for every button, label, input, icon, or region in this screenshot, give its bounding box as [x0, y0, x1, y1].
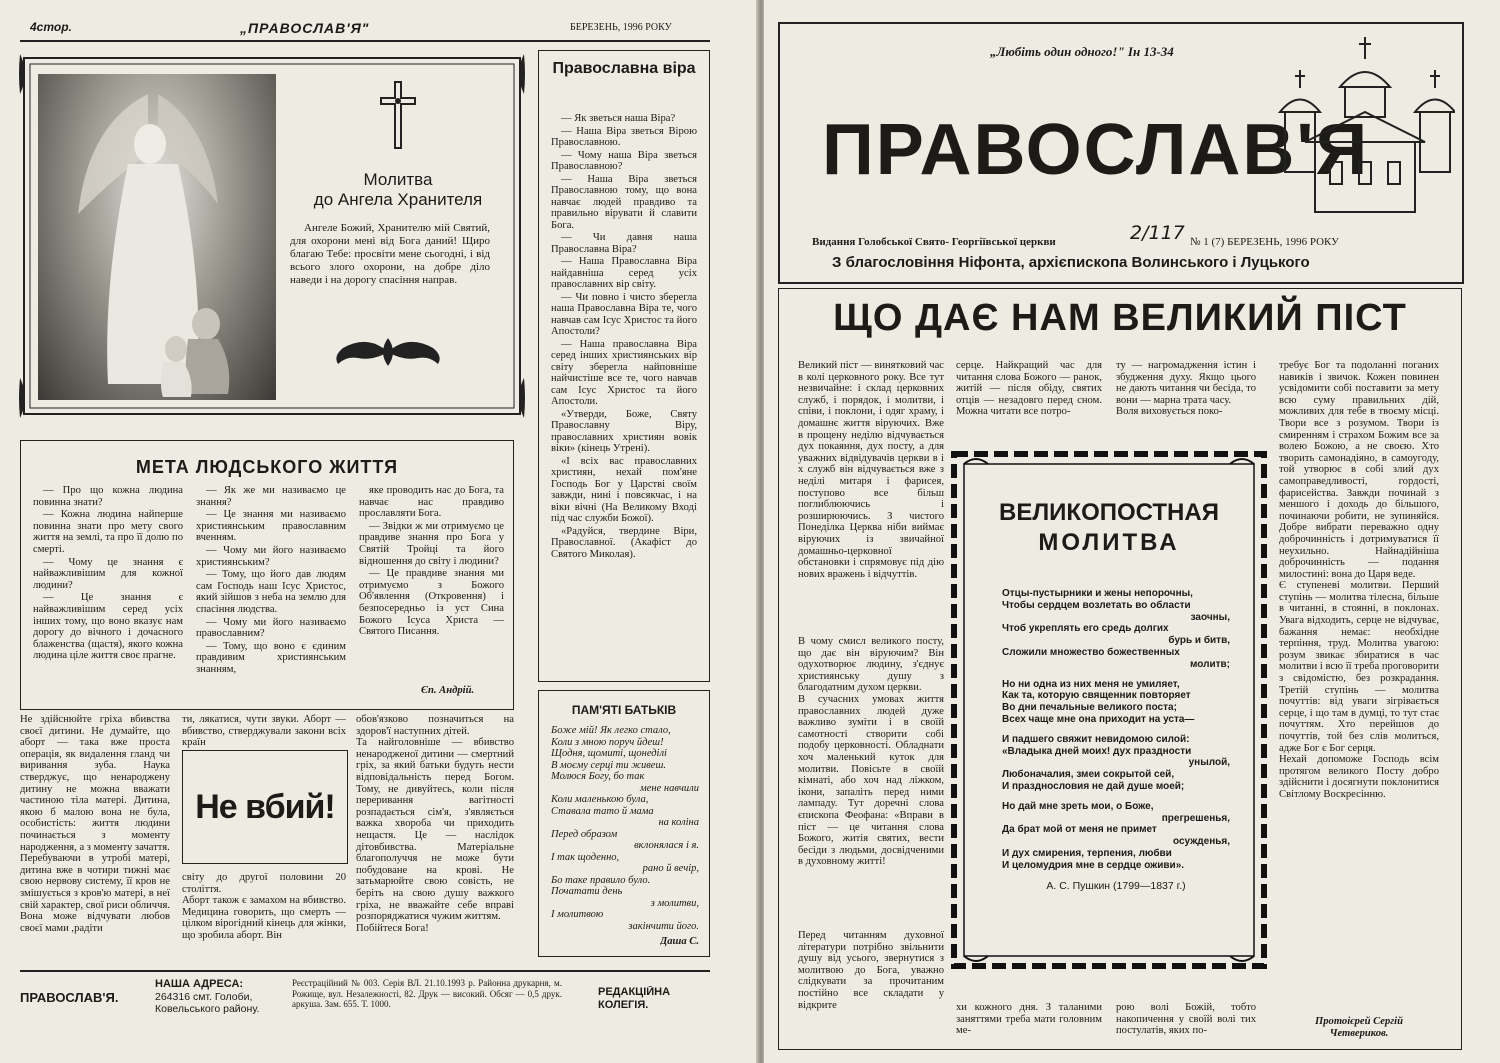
prayer-line: прегрешенья,: [1161, 812, 1230, 824]
angel-prayer-title-line2: до Ангела Хранителя: [313, 190, 483, 209]
lenten-prayer-poem: [1002, 588, 1230, 872]
life-goal-paragraph: — Чому ми його називаємо християнським?: [196, 544, 346, 568]
life-goal-section: [20, 440, 514, 710]
footer-rule: [20, 970, 710, 972]
ne-vbyi-box: [182, 750, 348, 864]
masthead-blessing: З благословіння Ніфонта, архієпископа Волинського і Луцького: [832, 254, 1310, 271]
prayer-line: бурь и битв,: [1168, 635, 1230, 647]
life-goal-title: МЕТА ЛЮДСЬКОГО ЖИТТЯ: [135, 457, 399, 477]
faith-paragraph: — Чи давня наша Православна Віра?: [551, 232, 697, 255]
prayer-line: Как та, которую священник повторяет: [1002, 690, 1191, 702]
lent-col2-bottom: хи кожного дня. З таланими заняттями треба мати головним ме-: [956, 1002, 1102, 1037]
life-goal-col3: [359, 485, 504, 639]
lent-signature-line2: Четвериков.: [1329, 1027, 1389, 1039]
angel-prayer-text: Ангеле Божий, Хранителю мій Святий, для охорони мені від Бога даний! Щиро благаю Тебе: просвіти мене сьогодні, і від всього злого охорони, на добре діло наведи і на дорогу спасіння направ.: [290, 222, 490, 286]
ornament-icon: [328, 332, 448, 372]
prayer-line: молитв;: [1190, 658, 1230, 670]
masthead: [778, 22, 1464, 284]
footer-registration: Реєстраційний № 003. Серія ВЛ. 21.10.1993 р. Районна друкарня, м. Рожище, вул. Незалежності, 82. Друк — високий. Обсяг — 0,5 друк. аркуша. Зам. 655. Т. 1000.: [292, 978, 562, 1009]
faith-paragraph: «Утверди, Боже, Святу Православну Віру, православних християн вовік віки» (кінець Утрені).: [551, 408, 697, 454]
faith-paragraph: — Як зветься наша Віра?: [561, 113, 676, 124]
life-goal-signature: Єп. Андрій.: [421, 685, 475, 696]
cross-icon: [378, 80, 418, 150]
life-goal-paragraph: — Тому, що його дав людям сам Господь наш Ісус Христос, який зійшов з неба на землю для спасіння людства.: [196, 569, 346, 615]
poem-line: мене навчили: [640, 782, 699, 794]
abortion-col2-bottom: світу до другої половини 20 століття. Аборт також є замахом на вбивство. Медицина говорить, що смерть — цілком вірогідний кінець для жінки, що зробила аборт. Він: [182, 872, 346, 941]
lent-col4: требує Бог та подоланні поганих навиків і звичок. Кожен повинен усвідомити собі поставити за мету всю суму правильних дій, можливих для тебе в твоєму місці. Твори все з розумом. Твори із смиренням і страхом Божим все за волею Божою, а не своєю. Хто творить самонадіяно, в самоугоду, той утворює в собі злий дух самоправедливості, гордості, фарисейства. Завжди починай з меншого і доходь до більшого, починаючи робити, не зупиняйся. Добре вибрати переважно одну доброчинність і дотримуватися її неухильно. Найнадійніша доброчинність — подання милостині: вона до Царя веде. Є ступеневі молитви. Перший ступінь — молитва тілесна, більше в читанні, в стоянні, в поклонах. Увага відходить, серце не відчуває, бажання немає: необхідне терпіння, труд. Молитва увагою: розум звикає збиратися в час молитви і всю її треба проговорити з свідомістю, без розкрадання. Третій ступінь — молитва почуттів: від уваги зігрівається серце, і що там в думці, то тут стає почуттям. Хто перейшов до почуттів, той без слів молиться, адже Бог є Бог серця. Нехай допоможе Господь всім протягом великого Посту добро здійснити і досягнути поклонитися Світлому Воскресінню.: [1279, 360, 1439, 800]
life-goal-col2: [196, 485, 346, 677]
orthodox-faith-title: Православна віра: [552, 60, 696, 77]
angel-prayer-section: [18, 50, 526, 422]
life-goal-paragraph: — Тому, що воно є єдиним правдивим християнським знанням,: [196, 640, 346, 675]
prayer-line: [1002, 793, 1230, 801]
prayer-line: [1002, 726, 1230, 734]
footer-paper-name: ПРАВОСЛАВ'Я.: [20, 990, 119, 1005]
angel-prayer-title: [280, 170, 516, 210]
lenten-prayer-box: [946, 446, 1272, 974]
prayer-line: «Владыка дней моих! дух праздности: [1002, 745, 1192, 757]
lent-col2-top: серце. Найкращий час для читання слова Божого — ранок, житій — після обіду, святих отців — незадовго перед сном. Можна читати все потро-: [956, 360, 1102, 418]
prayer-line: Любоначалия, змеи сокрытой сей,: [1002, 769, 1175, 781]
masthead-motto: „Любіть один одного!" Ін 13-34: [990, 44, 1174, 59]
prayer-line: Во дни печальные великого поста;: [1002, 702, 1177, 714]
faith-paragraph: — Наша Віра зветься Православною тому, що вона навчає людей правдиво та правильно вірувати й славити Бога.: [551, 173, 697, 231]
lent-signature: [1284, 1016, 1434, 1039]
footer-address: 264316 смт. Голоби, Ковельського району.: [155, 991, 260, 1015]
poem-line: Початати день: [551, 886, 623, 897]
poem-line: І так щоденно,: [551, 851, 620, 863]
prayer-line: осужденья,: [1172, 836, 1230, 848]
lent-signature-line1: Протоієрей Сергій: [1315, 1016, 1403, 1027]
header-paper-name: „ПРАВОСЛАВ'Я": [240, 20, 370, 36]
faith-paragraph: — Наша православна Віра серед інших християнських вір світу зберегла найповніше найчистіше все те, чого навчав сам Ісус Христос та його Апостоли.: [551, 338, 697, 407]
life-goal-paragraph: — Кожна людина найперше повинна знати про мету свого життя на землі, та про її долю по смерті.: [33, 509, 183, 555]
prayer-line: Да брат мой от меня не примет: [1002, 824, 1157, 836]
prayer-line: Сложили множество божественных: [1002, 646, 1180, 658]
footer-editorial: РЕДАКЦІЙНА КОЛЕГІЯ.: [598, 986, 671, 1011]
faith-paragraph: — Наша Православна Віра найдавніша серед усіх православних вір світу.: [551, 256, 697, 290]
poem-line: Щодня, щомиті, щонеділі: [551, 748, 667, 759]
lent-headline: ЩО ДАЄ НАМ ВЕЛИКИЙ ПІСТ: [833, 297, 1407, 339]
masthead-publisher: Видання Голобської Свято- Георгіївської церкви: [812, 236, 1056, 248]
poem-line: на коліна: [658, 817, 699, 828]
lent-col1-bottom: Перед читанням духовної літератури потрібно звільнити душу від усього, звернутися з молитвою до Бога, уважно слідкувати за прочитаним постійно все складати у відкрите: [798, 930, 944, 1011]
prayer-line: Отцы-пустырники и жены непорочны,: [1002, 588, 1193, 599]
faith-paragraph: «Радуйся, твердине Віри, Православної. (Акафіст до Святого Миколая).: [551, 525, 697, 560]
lent-col1-mid: В чому смисл великого посту, що дає він віруючим? Він одухотворює людину, з'єднує християнську душу з благодатним духом церкви. В сучасних умовах життя православних людей дуже важливо зуміти і в своїй самотності створити собі подобу церковності. Обладнати хоч маленький куток для молитви. Повісьте в своїй кімнаті, або хоч над ліжком, ікони, запаліть перед ними лампаду. Тут доречні слова єпископа Феофана: «Вправи в піст — це читання слова Божого, житія святих, вести бесіди з людьми, досвідченими в духовному житті!: [798, 636, 944, 868]
page-number: 4стор.: [30, 20, 72, 34]
church-icon: [1275, 32, 1455, 222]
abortion-col3: обов'язково позначиться на здоров'ї наступних дітей. Та найголовніше — вбивство ненародженої дитини — смертний гріх, за який батьки будуть нести відповідальність перед Богом. Тому, не дивуйтесь, коли після переривання вагітності розпадається сім'я, з'являється важка хвороба чи приходить нещастя. Це — наслідок дітовбивства. Матеріальне благополуччя не може бути побудоване на крові. Не затьмарюйте свою совість, не беріть на свою душу важкого гріха, не вважайте себе вправі розпоряджатися чужим життям. Побійтеся Бога!: [356, 714, 514, 934]
parents-memory-title: ПАМ'ЯТІ БАТЬКІВ: [571, 703, 677, 717]
angel-prayer-title-line1: Молитва: [363, 170, 433, 189]
life-goal-paragraph: — Звідки ж ми отримуємо це правдиве знання про Бога у Святій Тройці та його відношення до світу і людини?: [359, 520, 504, 567]
life-goal-paragraph: — Про що кожна людина повинна знати?: [33, 485, 183, 508]
lent-col3-top: ту — нагромадження істин і збудження духу. Якщо цього не дають читання чи бесіда, то вони — марна трата часу. Воля виховується поко-: [1116, 360, 1256, 418]
ne-vbyi-headline: Не вбий!: [195, 787, 335, 826]
header-date: БЕРЕЗЕНЬ, 1996 РОКУ: [570, 22, 672, 33]
poem-line: Молюся Богу, бо так: [551, 771, 645, 782]
angel-image: [38, 74, 276, 400]
right-page: [764, 0, 1500, 1063]
parents-memory-section: [538, 690, 710, 957]
poem-line: Коли з мною поруч йдеш!: [551, 736, 664, 748]
poem-line: І молитвою: [551, 909, 604, 920]
footer-address-label: НАША АДРЕСА:: [155, 978, 244, 990]
faith-paragraph: — Чому наша Віра зветься Православною?: [551, 149, 697, 172]
header-rule: [20, 40, 710, 42]
lenten-prayer-title: [966, 498, 1252, 558]
prayer-line: И дух смирения, терпения, любви: [1002, 847, 1172, 859]
lenten-prayer-title-line1: ВЕЛИКОПОСТНАЯ: [999, 499, 1219, 526]
poem-line: вклонялася і я.: [634, 840, 699, 851]
life-goal-paragraph: — Чому ми його називаємо православним?: [196, 616, 346, 640]
orthodox-faith-text: [551, 113, 697, 561]
life-goal-paragraph: — Це знання є найважливішим серед усіх інших тому, що воно вказує нам дорогу до вічного і дочасного блаженства (щастя), якого кожна людина ціле життя своє прагне.: [33, 592, 183, 662]
faith-paragraph: — Наша Віра зветься Вірою Православною.: [551, 125, 697, 148]
poem-line: Ставала тато й мама: [551, 805, 654, 817]
life-goal-paragraph: — Це правдиве знання ми отримуємо з Божого Об'явлення (Откровення) і безпосередньо із уст Сина Божого Ісуса Христа — Святого Писання.: [359, 568, 504, 638]
guardian-angel-illustration: [38, 74, 276, 400]
prayer-line: И празднословия не дай душе моей;: [1002, 780, 1185, 792]
orthodox-faith-section: [538, 50, 710, 682]
prayer-line: И падшего свяжит невидомою силой:: [1002, 733, 1190, 745]
poem-line: В моєму серці ти живеш.: [551, 759, 667, 771]
prayer-line: Но дай мне зреть мои, о Боже,: [1002, 800, 1154, 812]
parents-memory-poem: [551, 725, 699, 932]
masthead-issue: № 1 (7) БЕРЕЗЕНЬ, 1996 РОКУ: [1190, 236, 1339, 248]
lent-col1-top: Великий піст — винятковий час в колі церковного року. Все тут незвичайне: і склад церковних служб, і порядок, і молитви, і співи, і поклони, і одяг храму, і домашнє життя віруючих. Вже в прощену неділю відчувається дух покаяння, дух посту, а для уважних відвідувачів церкви в і х служб він відчувається вже з неділі митаря і фарисея, поступово все більш поглиблюючись і розширюючись. З чистого Понеділка Церква ніби виймає віруючих із звичайної домашньо-церковної обстановки і спрямовує під дію нових вражень і відчуттів.: [798, 360, 944, 580]
poem-line: Боже мій! Як легко стало,: [551, 725, 671, 736]
life-goal-paragraph: яке проводить нас до Бога, та навчає нас правдиво прославляти Бога.: [359, 485, 504, 520]
lenten-prayer-title-line2: МОЛИТВА: [1038, 529, 1180, 556]
poem-line: Коли маленькою була,: [551, 794, 649, 805]
prayer-line: заочны,: [1190, 611, 1230, 623]
life-goal-paragraph: — Це знання ми називаємо християнським православним вченням.: [196, 509, 346, 544]
life-goal-paragraph: — Чому це знання є найважливішим для кожної людини?: [33, 556, 183, 591]
faith-paragraph: — Чи повно і чисто зберегла наша Православна Віра те, чого навчав сам Ісус Христос та його Апостоли?: [551, 291, 697, 337]
prayer-line: Всех чаще мне она приходит на уста—: [1002, 713, 1195, 725]
life-goal-col1: [33, 485, 183, 663]
masthead-title: ПРАВОСЛАВ'Я: [822, 110, 1370, 190]
prayer-line: унылой,: [1188, 757, 1230, 769]
life-goal-paragraph: — Як же ми називаємо це знання?: [196, 485, 346, 508]
prayer-line: Чтоб укреплять его средь долгих: [1002, 623, 1169, 635]
prayer-line: Но ни одна из них меня не умиляет,: [1002, 678, 1180, 690]
handwritten-number: 2/117: [1130, 222, 1185, 244]
prayer-line: И целомудрия мне в сердце оживи».: [1002, 859, 1185, 871]
poem-line: рано й вечір,: [642, 863, 699, 874]
parents-memory-signature: Даша С.: [659, 936, 699, 947]
lent-col3-bottom: рою волі Божій, тобто накопичення у своїй волі тих постулатів, яких по-: [1116, 1002, 1256, 1037]
faith-paragraph: «І всіх вас православних християн, нехай пом'яне Господь Бог у Царстві своїм завжди, нині і повсякчас, і на віки вічні (На Великому Вході під час служби Божої).: [551, 455, 697, 524]
prayer-line: Чтобы сердцем возлетать во области: [1002, 599, 1191, 611]
poem-line: з молитви,: [650, 897, 699, 909]
poem-line: Бо таке правило було.: [551, 874, 651, 886]
prayer-line: [1002, 671, 1230, 679]
lenten-prayer-author: А. С. Пушкин (1799—1837 г.): [1046, 880, 1186, 892]
poem-line: Перед образом: [551, 828, 618, 840]
poem-line: закінчити його.: [628, 920, 699, 932]
abortion-col1: Не здійснюйте гріха вбивства своєї дитини. Не думайте, що аборт — така вже проста операція, як видалення гланд чи виривання зуба. Наука стверджує, що ненароджену дитину не можна вважати частиною тіла матері. Дитина, якою б малою вона не була, особистість: життя людини починається з моменту народження, а з моменту зачаття. Перебуваючи в утробі матері, дитина вже в чотири тижні має свою нервову систему, її кров не змішується з кров'ю матері, в неї свій характер, свої риси обличчя. Вона може відчувати любов своєї мами ,радіти: [20, 714, 170, 934]
abortion-col2-top: ти, лякатися, чути звуки. Аборт — вбивство, стверджували закони всіх країн: [182, 714, 346, 749]
